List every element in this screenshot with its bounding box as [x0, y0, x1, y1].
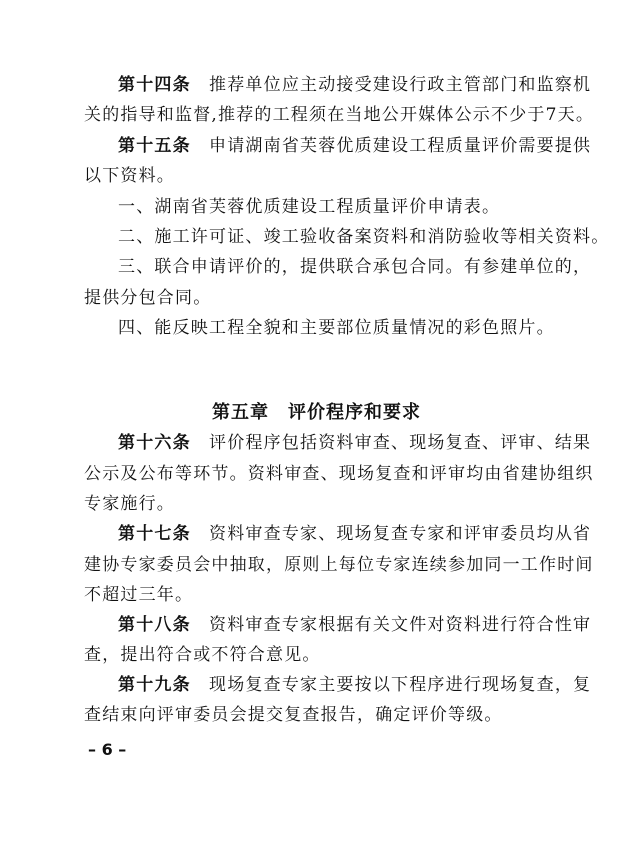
- article-17-line-3: 不超过三年。: [84, 585, 194, 605]
- article-15-item-3a: 三、联合申请评价的，提供联合承包合同。有参建单位的，: [118, 257, 592, 277]
- article-16-line-2: 公示及公布等环节。资料审查、现场复查和评审均由省建协组织: [84, 464, 594, 484]
- article-16-line-3: 专家施行。: [84, 494, 175, 514]
- article-14-text-1: 推荐单位应主动接受建设行政主管部门和监察机: [209, 75, 592, 95]
- article-15-item-2: 二、施工许可证、竣工验收备案资料和消防验收等相关资料。: [118, 227, 610, 247]
- article-15-label: 第十五条: [118, 136, 191, 156]
- article-18-line-1: [118, 610, 591, 640]
- article-19-line-1: [118, 670, 591, 700]
- article-14-line-2: 关的指导和监督,推荐的工程须在当地公开媒体公示不少于7天。: [84, 105, 595, 125]
- article-16-text-1: 评价程序包括资料审查、现场复查、评审、结果: [209, 433, 592, 453]
- article-15-line-1: [118, 131, 591, 161]
- article-15-line-2: 以下资料。: [84, 166, 175, 186]
- article-19-label: 第十九条: [118, 675, 191, 695]
- article-18-text-1: 资料审查专家根据有关文件对资料进行符合性审: [209, 615, 592, 635]
- article-19-text-1: 现场复查专家主要按以下程序进行现场复查，复: [209, 675, 592, 695]
- article-16-line-1: [118, 428, 591, 458]
- article-15-item-4: 四、能反映工程全貌和主要部位质量情况的彩色照片。: [118, 318, 555, 338]
- article-17-line-1: [118, 519, 591, 549]
- chapter-5-heading: 第五章 评价程序和要求: [212, 402, 421, 423]
- page-number: – 6 –: [88, 740, 127, 759]
- article-14-line-1: [118, 70, 591, 100]
- article-19-line-2: 查结束向评审委员会提交复查报告，确定评价等级。: [84, 705, 503, 725]
- article-15-text-1: 申请湖南省芙蓉优质建设工程质量评价需要提供: [209, 136, 592, 156]
- article-16-label: 第十六条: [118, 433, 191, 453]
- article-18-line-2: 查，提出符合或不符合意见。: [84, 645, 321, 665]
- article-15-item-3b: 提供分包合同。: [84, 288, 212, 308]
- article-17-label: 第十七条: [118, 524, 191, 544]
- article-15-item-1: 一、湖南省芙蓉优质建设工程质量评价申请表。: [118, 197, 501, 217]
- article-17-text-1: 资料审查专家、现场复查专家和评审委员均从省: [209, 524, 592, 544]
- article-14-label: 第十四条: [118, 75, 191, 95]
- article-17-line-2: 建协专家委员会中抽取，原则上每位专家连续参加同一工作时间: [84, 555, 594, 575]
- article-18-label: 第十八条: [118, 615, 191, 635]
